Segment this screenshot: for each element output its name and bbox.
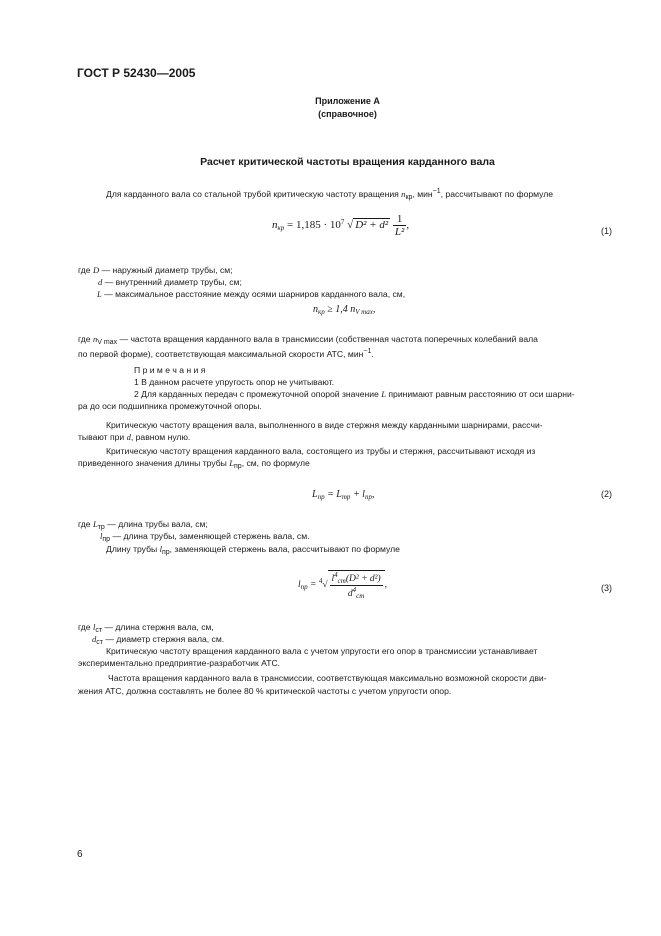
page-number: 6 — [77, 849, 83, 860]
rod-paragraph-cont: тывают при d, равном нулю. — [78, 432, 191, 442]
equation-number-1: (1) — [601, 226, 612, 236]
equation-number-3: (3) — [601, 583, 612, 593]
support-paragraph-cont: экспериментально предприятие-разработчик АТС. — [78, 658, 281, 668]
section-title: Расчет критической частоты вращения карданного вала — [200, 156, 495, 168]
support-paragraph: Критическую частоту вращения карданного вала с учетом упругости его опор в трансмиссии устанавливает — [106, 646, 538, 656]
definition-inner-diameter: d — внутренний диаметр трубы, см; — [98, 277, 242, 287]
inequality: $n_{кр} \ge 1,4$ $n_{V max}$, — [313, 304, 376, 316]
definition-rod-diameter: $d_{ст}$ — диаметр стержня вала, см. — [92, 634, 225, 646]
document-header: ГОСТ Р 52430—2005 — [77, 66, 196, 80]
appendix-subtitle: (справочное) — [318, 109, 377, 119]
formula-3: $l_{пр} = ^4√$ $\frac{l^4_{ст}(D^2 + d^2)}{d^4_{ст}}$ , — [298, 571, 388, 600]
definition-vehicle-speed-frequency-cont: по первой форме), соответствующая максимальной скорости АТС, мин$^{-1}$. — [78, 348, 374, 359]
notes-heading: П р и м е ч а н и я — [134, 365, 206, 375]
note-2: 2 Для карданных передач с промежуточной опорой значение L принимают равным расстоянию от оси шарни- — [134, 389, 575, 399]
definition-vehicle-speed-frequency: где $n_{V max}$ — частота вращения карданного вала в трансмиссии (собственная частота поперечных колебаний вала — [78, 334, 538, 346]
combo-paragraph: Критическую частоту вращения карданного вала, состоящего из трубы и стержня, рассчитывают исходя из — [106, 446, 536, 456]
note-2-cont: ра до оси подшипника промежуточной опоры. — [78, 401, 262, 411]
combo-paragraph-cont: приведенного значения длины трубы $L_{пр}$, см, по формуле — [78, 458, 310, 470]
definition-reduced-length: $l_{пр}$ — длина трубы, заменяющей стержень вала, см. — [100, 531, 310, 543]
appendix-title: Приложение А — [315, 96, 380, 106]
intro-paragraph: Для карданного вала со стальной трубой критическую частоту вращения $n_{кр}$, мин$^{-1}$, рассчитывают по формуле — [106, 188, 554, 201]
definition-hinge-distance: L — максимальное расстояние между осями шарниров карданного вала, см, — [97, 289, 406, 299]
definition-rod-length: где $l_{ст}$ — длина стержня вала, см, — [78, 622, 214, 634]
note-1: 1 В данном расчете упругость опор не учитывают. — [134, 377, 334, 387]
rod-paragraph: Критическую частоту вращения вала, выполненного в виде стержня между карданными шарнирами, рассчи- — [106, 420, 543, 430]
definition-outer-diameter: где D — наружный диаметр трубы, см; — [78, 265, 233, 275]
limit-paragraph-cont: жения АТС, должна составлять не более 80 % критической частоты с учетом упругости опор. — [78, 686, 452, 696]
length-paragraph: Длину трубы $l_{пр}$, заменяющей стержень вала, рассчитывают по формуле — [106, 544, 400, 556]
limit-paragraph: Частота вращения карданного вала в трансмиссии, соответствующая максимально возможной скорости дви- — [108, 673, 547, 683]
definition-tube-length: где $L_{тр}$ — длина трубы вала, см; — [78, 519, 208, 531]
formula-1: $n_{кр} = 1,185 \cdot 10^7$ √ D² + d² $\frac{1}{\text{L²}}$ , — [272, 213, 410, 238]
equation-number-2: (2) — [601, 489, 612, 499]
formula-2: $L_{пр} = L_{тр} + l_{пр}$, — [312, 489, 375, 501]
